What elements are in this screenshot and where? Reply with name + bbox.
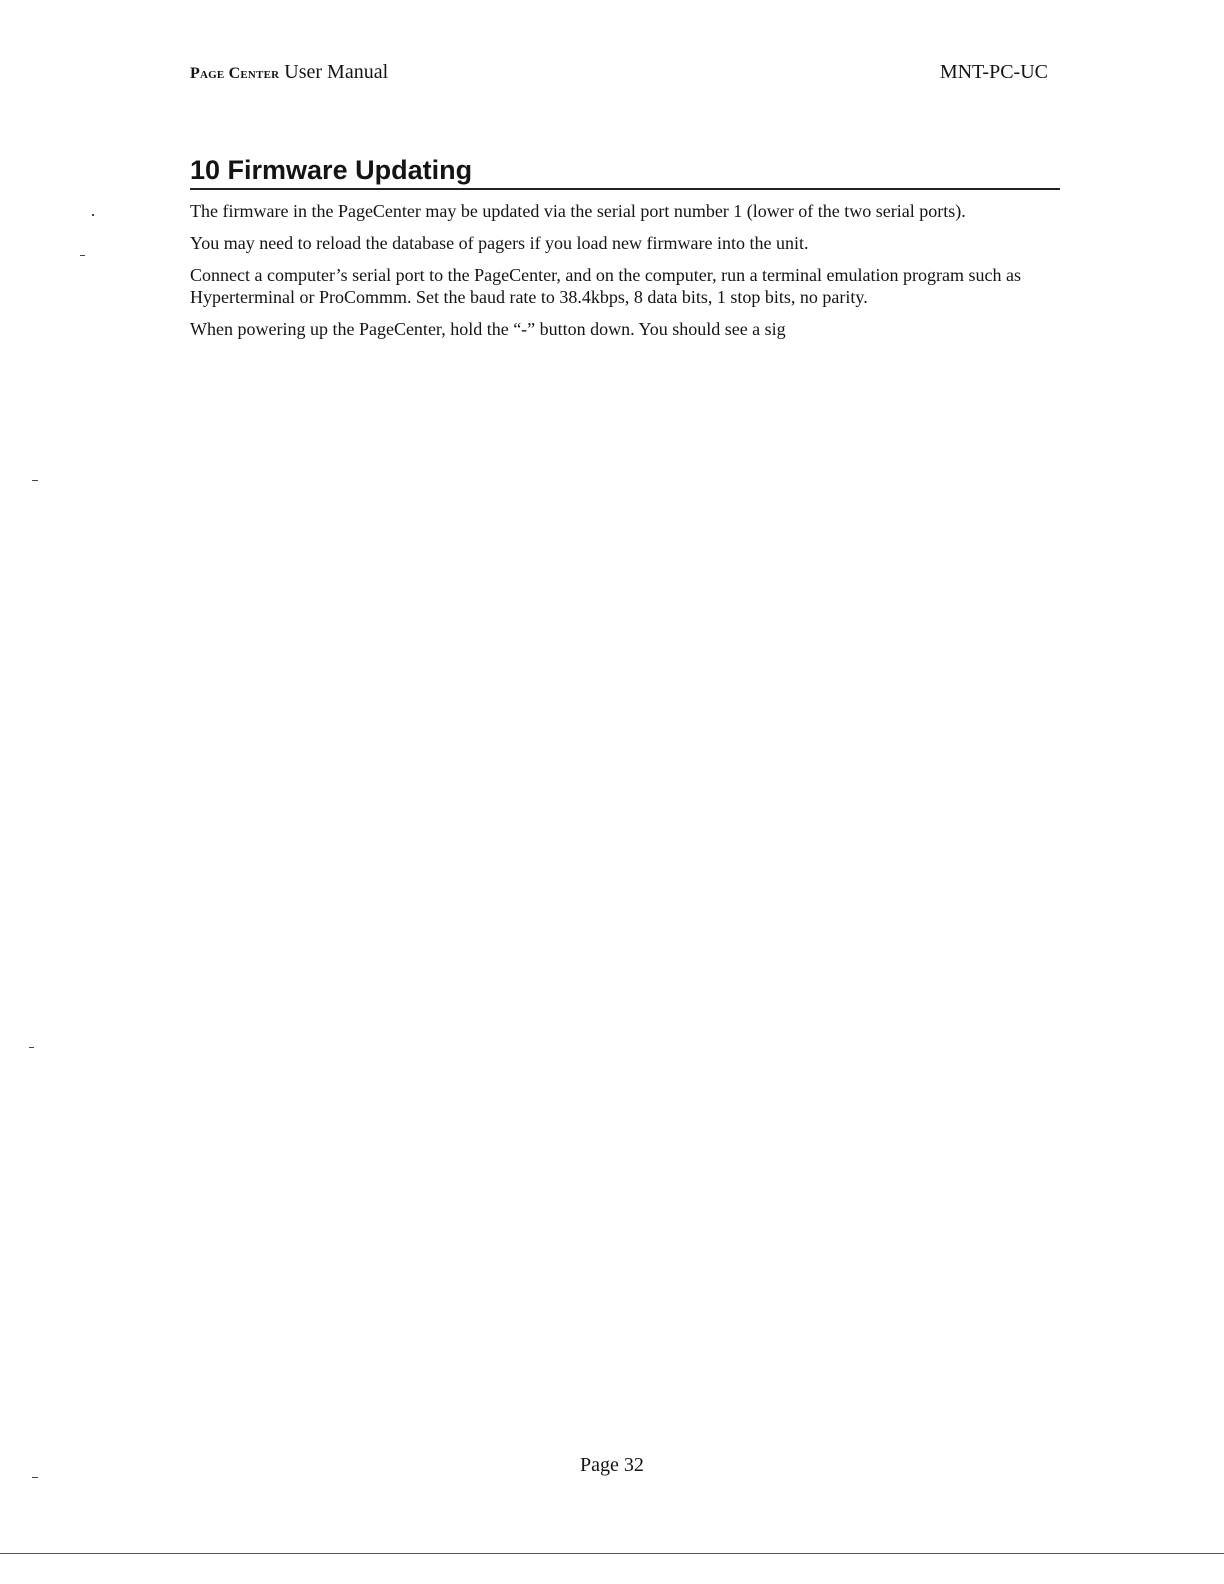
scan-speck — [32, 1477, 38, 1478]
page-number: Page 32 — [580, 1454, 644, 1476]
scan-speck — [92, 214, 94, 216]
section-heading: 10 Firmware Updating — [190, 154, 1060, 190]
paragraph: Connect a computer’s serial port to the PageCenter, and on the computer, run a terminal emulation program such as Hyperterminal or ProCommm. Set the baud rate to 38.4kbps, 8 data bits, 1 stop bits, no parity. — [190, 265, 1021, 307]
header-brand: Page Center — [190, 65, 280, 82]
page-bottom-rule — [0, 1553, 1224, 1554]
scan-speck — [32, 480, 38, 481]
scan-speck — [29, 1047, 34, 1048]
running-header-doc-code: MNT-PC-UC — [939, 61, 1048, 83]
scan-speck — [80, 255, 85, 256]
body-text — [190, 200, 1065, 350]
paragraph: The firmware in the PageCenter may be updated via the serial port number 1 (lower of the two serial ports). — [190, 201, 966, 221]
paragraph: When powering up the PageCenter, hold the “-” button down. You should see a sig — [190, 319, 786, 339]
paragraph: You may need to reload the database of pagers if you load new firmware into the unit. — [190, 233, 809, 253]
running-header-left — [190, 61, 388, 84]
header-title-suffix: User Manual — [284, 61, 389, 83]
